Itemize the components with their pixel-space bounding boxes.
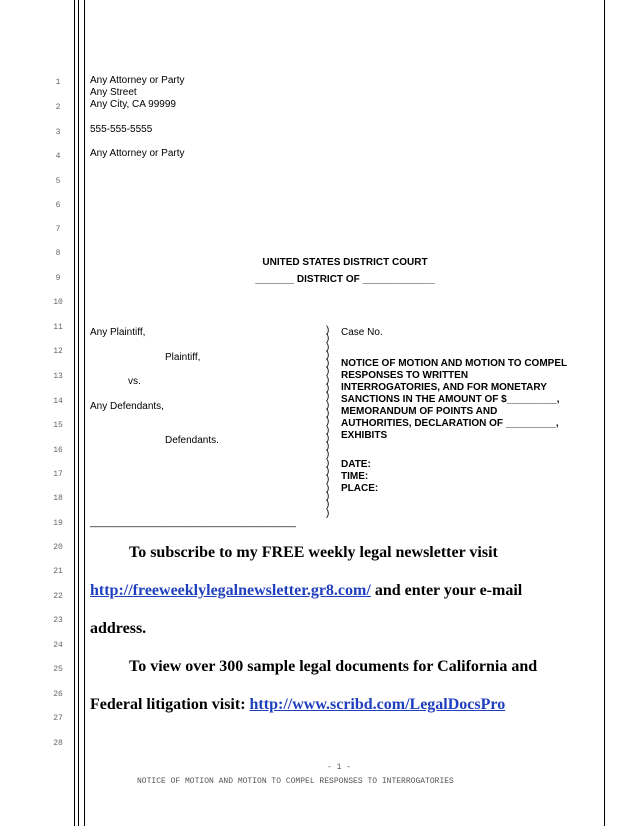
newsletter-line [90,582,522,600]
line-number: 17 [53,470,63,479]
line-number: 13 [53,372,63,381]
line-number: 8 [55,249,61,258]
line-number: 11 [53,323,63,332]
line-number: 26 [53,690,63,699]
documents-intro: To view over 300 sample legal documents for California and [129,658,538,675]
line-number: 16 [53,446,63,455]
attorney-city: Any City, CA 99999 [90,99,176,110]
page-number: - 1 - [327,763,352,772]
plaintiff-name: Any Plaintiff, [90,327,146,338]
court-district: _______ DISTRICT OF _____________ [255,274,435,285]
attorney-phone: 555-555-5555 [90,124,153,135]
line-number: 7 [55,225,61,234]
line-number: 23 [53,616,63,625]
right-margin-rule [604,0,605,826]
hearing-time: TIME: [341,471,369,482]
line-number: 14 [53,397,63,406]
line-number: 10 [53,298,63,307]
document-title-line: INTERROGATORIES, AND FOR MONETARY [341,382,547,393]
attorney-name: Any Attorney or Party [90,75,185,86]
line-number: 24 [53,641,63,650]
attorney-street: Any Street [90,87,137,98]
footer-title: NOTICE OF MOTION AND MOTION TO COMPEL RESPONSES TO INTERROGATORIES [137,777,454,786]
defendants-name: Any Defendants, [90,401,164,412]
line-number: 3 [55,128,61,137]
line-number: 21 [53,567,63,576]
left-margin-rule-inner [78,0,79,826]
newsletter-link[interactable]: http://freeweeklylegalnewsletter.gr8.com/ [90,582,371,599]
line-number: 25 [53,665,63,674]
line-number: 28 [53,739,63,748]
hearing-place: PLACE: [341,483,379,494]
line-number: 20 [53,543,63,552]
hearing-date: DATE: [341,459,371,470]
court-name: UNITED STATES DISTRICT COURT [262,257,428,268]
line-number: 9 [55,274,61,283]
defendants-role: Defendants. [165,435,219,446]
scribd-link[interactable]: http://www.scribd.com/LegalDocsPro [249,696,506,713]
line-number: 15 [53,421,63,430]
document-title-line: SANCTIONS IN THE AMOUNT OF $_________, [341,394,560,405]
documents-line [90,696,505,714]
newsletter-intro: To subscribe to my FREE weekly legal newsletter visit [129,544,498,561]
left-margin-rule-text [84,0,85,826]
line-number: 1 [55,78,61,87]
newsletter-after-link: and enter your e-mail [370,582,523,599]
plaintiff-role: Plaintiff, [165,352,201,363]
line-number: 19 [53,519,63,528]
document-title-line: RESPONSES TO WRITTEN [341,370,469,381]
document-title-line: AUTHORITIES, DECLARATION OF _________, [341,418,559,429]
line-number: 5 [55,177,61,186]
line-number: 22 [53,592,63,601]
left-margin-rule-outer [74,0,75,826]
document-title-line: NOTICE OF MOTION AND MOTION TO COMPEL [341,358,568,369]
document-title-line: MEMORANDUM OF POINTS AND [341,406,498,417]
document-title-line: EXHIBITS [341,430,388,441]
versus-label: vs. [128,376,141,387]
line-number: 6 [55,201,61,210]
line-number: 12 [53,347,63,356]
newsletter-end: address. [90,620,147,637]
case-number: Case No. [341,327,383,338]
caption-underline: _____________________________________ [90,517,296,528]
line-number: 27 [53,714,63,723]
documents-before-link: Federal litigation visit: [90,696,250,713]
caption-paren-column: ) ) ) ) ) ) ) ) ) ) ) ) ) ) ) ) ) ) ) ) ) ) ) [326,325,330,519]
line-number: 18 [53,494,63,503]
attorney-for: Any Attorney or Party [90,148,185,159]
line-number: 2 [55,103,61,112]
line-number: 4 [55,152,61,161]
